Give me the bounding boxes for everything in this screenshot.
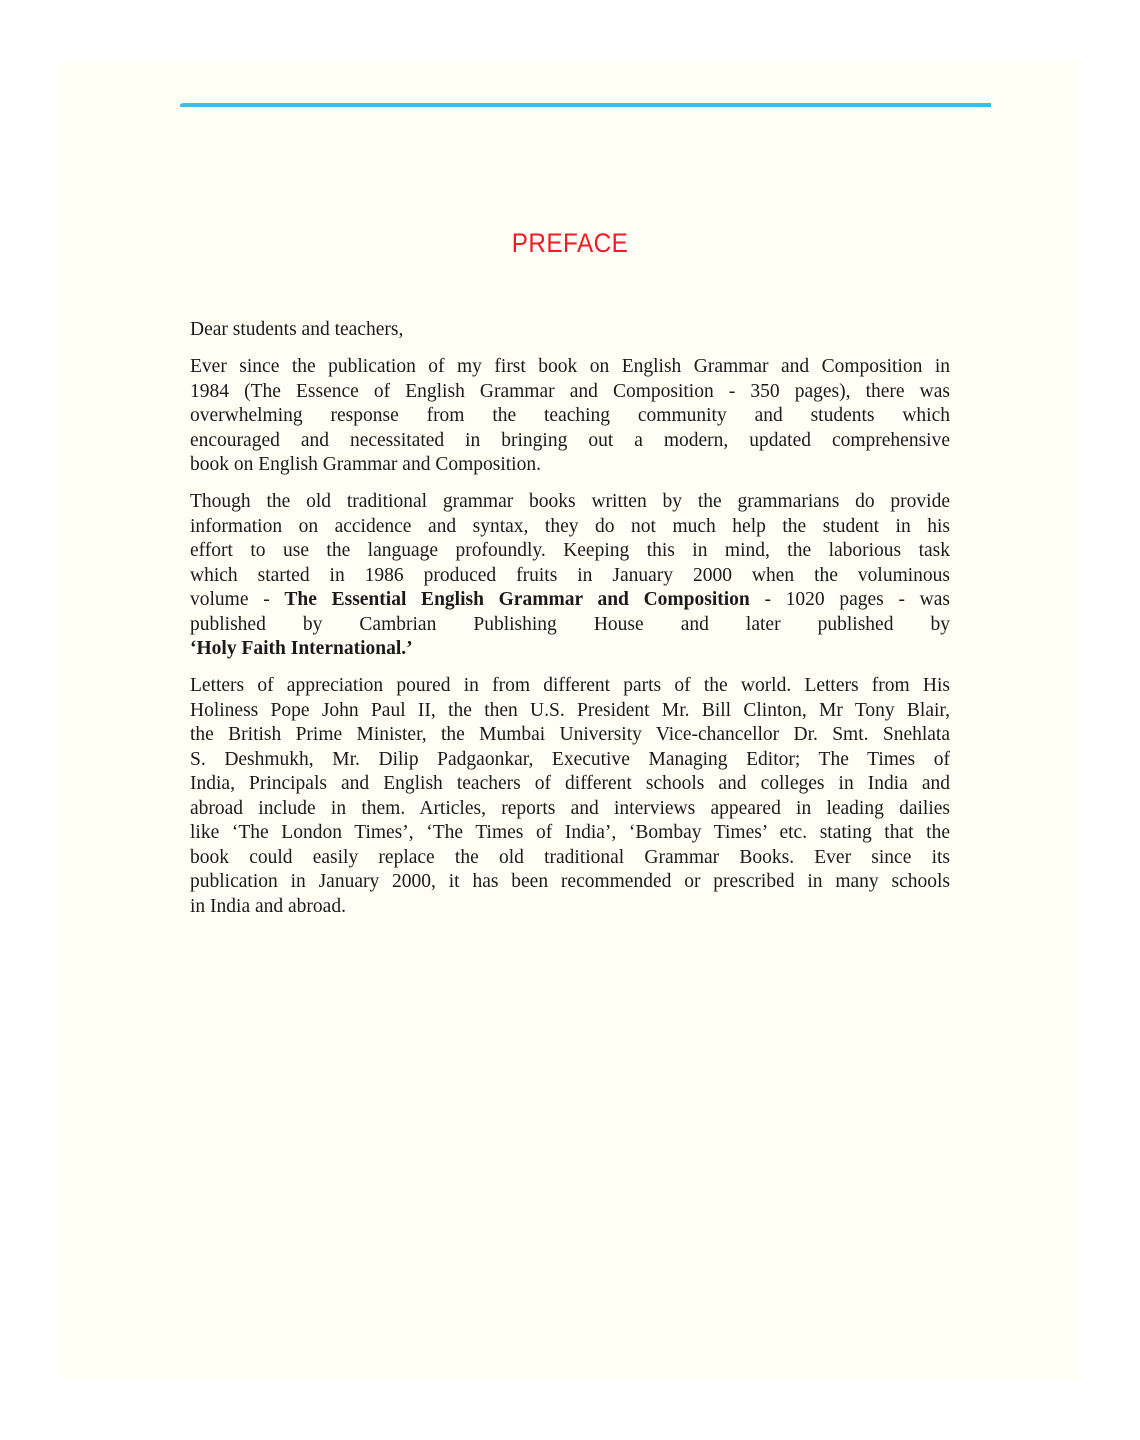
text-segment: overwhelming response from the teaching community and students which bbox=[190, 405, 950, 426]
text-segment: which started in 1986 produced fruits in January 2000 when the voluminous bbox=[190, 564, 950, 586]
text-line bbox=[190, 404, 950, 429]
text-line bbox=[190, 637, 950, 662]
text-segment: in India and abroad. bbox=[190, 895, 346, 917]
text-segment: India, Principals and English teachers of different schools and colleges in India and bbox=[190, 773, 950, 794]
text-segment: the British Prime Minister, the Mumbai University Vice-chancellor Dr. Smt. Snehlata bbox=[190, 724, 950, 745]
text-line bbox=[190, 355, 950, 380]
text-line bbox=[190, 699, 950, 724]
preface-body bbox=[190, 318, 950, 932]
text-segment: publication in January 2000, it has been recommended or prescribed in many schools bbox=[190, 871, 950, 892]
bold-text: The Essential English Grammar and Composition bbox=[284, 589, 750, 610]
text-segment: Though the old traditional grammar books written by the grammarians do provide bbox=[190, 491, 950, 512]
text-segment: Ever since the publication of my first book on English Grammar and Composition in bbox=[190, 356, 950, 377]
text-segment: published by Cambrian Publishing House and later published by bbox=[190, 613, 950, 635]
page-title: PREFACE bbox=[511, 228, 629, 258]
salutation bbox=[190, 318, 950, 343]
paragraph bbox=[190, 490, 950, 662]
text-line bbox=[190, 380, 950, 405]
text-line bbox=[190, 797, 950, 822]
text-segment: Holiness Pope John Paul II, the then U.S. President Mr. Bill Clinton, Mr Tony Blair, bbox=[190, 699, 950, 721]
header-rule bbox=[180, 103, 991, 107]
text-line bbox=[190, 588, 950, 613]
text-segment: abroad include in them. Articles, reports and interviews appeared in leading dailies bbox=[190, 797, 950, 819]
bold-text: ‘Holy Faith International.’ bbox=[190, 638, 413, 659]
text-segment: S. Deshmukh, Mr. Dilip Padgaonkar, Executive Managing Editor; The Times of bbox=[190, 748, 950, 770]
text-segment: information on accidence and syntax, they do not much help the student in his bbox=[190, 515, 950, 537]
text-line bbox=[190, 821, 950, 846]
text-line bbox=[190, 674, 950, 699]
text-segment: effort to use the language profoundly. Keeping this in mind, the laborious task bbox=[190, 540, 950, 561]
text-line bbox=[190, 539, 950, 564]
text-line bbox=[190, 723, 950, 748]
text-line bbox=[190, 870, 950, 895]
text-line bbox=[190, 429, 950, 454]
text-segment: - 1020 pages - was bbox=[749, 589, 950, 610]
text-line bbox=[190, 564, 950, 589]
text-line bbox=[190, 490, 950, 515]
text-segment: Dear students and teachers, bbox=[190, 319, 404, 340]
text-line bbox=[190, 613, 950, 638]
text-line bbox=[190, 846, 950, 871]
text-line bbox=[190, 515, 950, 540]
text-line bbox=[190, 748, 950, 773]
text-segment: Letters of appreciation poured in from different parts of the world. Letters from His bbox=[190, 675, 950, 696]
paragraph bbox=[190, 674, 950, 919]
text-segment: volume - bbox=[190, 589, 285, 610]
text-segment: book could easily replace the old traditional Grammar Books. Ever since its bbox=[190, 846, 950, 868]
paragraph bbox=[190, 355, 950, 478]
text-line bbox=[190, 318, 950, 343]
text-line bbox=[190, 895, 950, 920]
text-line bbox=[190, 453, 950, 478]
text-segment: encouraged and necessitated in bringing out a modern, updated comprehensive bbox=[190, 429, 950, 451]
text-segment: like ‘The London Times’, ‘The Times of India’, ‘Bombay Times’ etc. stating that the bbox=[190, 822, 950, 843]
text-line bbox=[190, 772, 950, 797]
text-segment: book on English Grammar and Composition. bbox=[190, 454, 541, 475]
text-segment: 1984 (The Essence of English Grammar and Composition - 350 pages), there was bbox=[190, 380, 950, 402]
